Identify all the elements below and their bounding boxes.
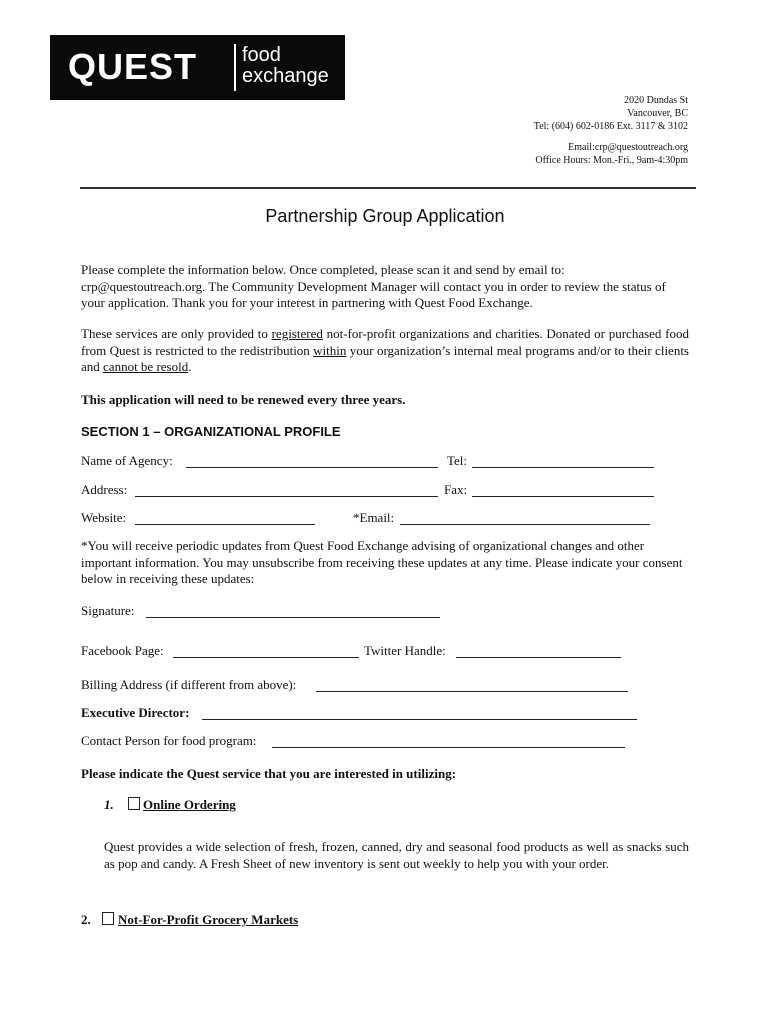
intro-paragraph: Please complete the information below. Once completed, please scan it and send by email to: crp@questoutreach.org. The Community Development Manager will contact you in order to review the status of your application. Thank you for your interest in partnering with Quest Food Exchange. [81, 262, 666, 310]
website-input-line[interactable] [135, 524, 315, 525]
fax-input-line[interactable] [472, 496, 654, 497]
service-2-number: 2. [81, 912, 91, 927]
billing-input-line[interactable] [316, 691, 628, 692]
signature-label: Signature: [81, 603, 135, 618]
executive-director-label: Executive Director: [81, 705, 190, 720]
fax-label: Fax: [444, 482, 468, 497]
grocery-markets-label: Not-For-Profit Grocery Markets [118, 912, 299, 927]
twitter-label: Twitter Handle: [364, 643, 446, 658]
online-ordering-description: Quest provides a wide selection of fresh, frozen, canned, dry and seasonal food products as well as snacks such as pop and candy. A Fresh Sheet of new inventory is sent out weekly to help you with your order. [104, 839, 689, 871]
online-ordering-label: Online Ordering [143, 797, 236, 812]
signature-input-line[interactable] [146, 617, 440, 618]
address-hours: Office Hours: Mon.-Fri., 9am-4:30pm [535, 155, 688, 166]
billing-label: Billing Address (if different from above): [81, 677, 297, 692]
tel-label: Tel: [447, 453, 468, 468]
website-label: Website: [81, 510, 127, 525]
section1-heading: SECTION 1 – ORGANIZATIONAL PROFILE [81, 424, 341, 439]
logo-divider [234, 44, 236, 91]
address-label: Address: [81, 482, 128, 497]
service-prompt: Please indicate the Quest service that you are interested in utilizing: [81, 766, 457, 781]
executive-director-input-line[interactable] [202, 719, 637, 720]
header-divider [80, 187, 696, 189]
contact-address-block [534, 94, 688, 167]
services-restriction-paragraph: These services are only provided to registered not-for-profit organizations and charities. Donated or purchased food from Quest is restricted to the redistribution within your organization’s internal meal programs and/or to their clients and cannot be resold. [81, 326, 689, 374]
renewal-note: This application will need to be renewed every three years. [81, 392, 406, 407]
contact-person-input-line[interactable] [272, 747, 625, 748]
tel-input-line[interactable] [472, 467, 654, 468]
logo-sub-line2: exchange [242, 65, 329, 87]
page-title: Partnership Group Application [265, 206, 505, 226]
agency-label: Name of Agency: [81, 453, 173, 468]
agency-input-line[interactable] [186, 467, 438, 468]
logo-subtitle [242, 45, 329, 87]
address-street: 2020 Dundas St [624, 95, 688, 106]
online-ordering-checkbox[interactable] [128, 797, 140, 810]
email-label: *Email: [353, 510, 395, 525]
address-input-line[interactable] [135, 496, 438, 497]
facebook-input-line[interactable] [173, 657, 359, 658]
facebook-label: Facebook Page: [81, 643, 164, 658]
address-email: Email:crp@questoutreach.org [568, 142, 688, 153]
address-tel: Tel: (604) 602-0186 Ext. 3117 & 3102 [533, 121, 688, 132]
logo-sub-line1: food [242, 44, 281, 66]
grocery-markets-checkbox[interactable] [102, 912, 114, 925]
service-1-number: 1. [104, 797, 114, 812]
quest-food-exchange-logo [50, 35, 345, 100]
email-input-line[interactable] [400, 524, 650, 525]
address-city: Vancouver, BC [627, 108, 688, 119]
contact-person-label: Contact Person for food program: [81, 733, 257, 748]
updates-note: *You will receive periodic updates from Quest Food Exchange advising of organizational changes and other important information. You may unsubscribe from receiving these updates at any time. Please indicate your consent below in receiving these updates: [81, 538, 683, 586]
logo-brand: QUEST [68, 46, 198, 87]
twitter-input-line[interactable] [456, 657, 621, 658]
